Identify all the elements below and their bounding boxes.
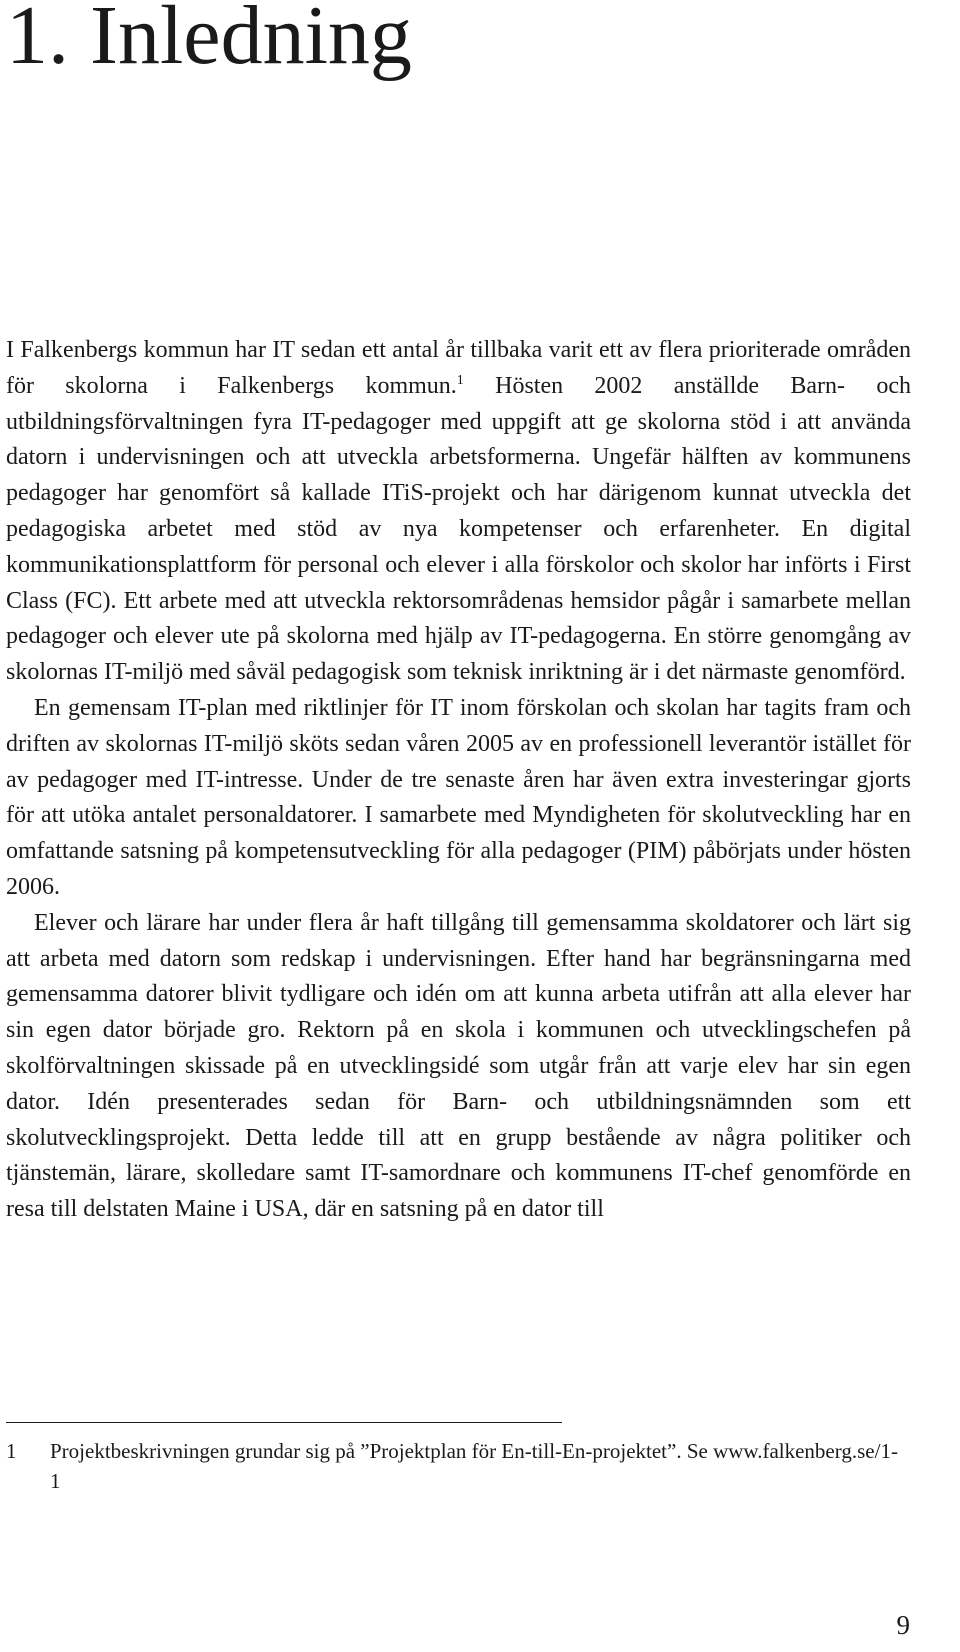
paragraph-2: En gemensam IT-plan med riktlinjer för IT inom förskolan och skolan har tagits fram och driften av skolornas IT-miljö sköts sedan våren 2005 av en professionell leverantör istället för av pedagoger med IT-intresse. Under de tre senaste åren har även extra investeringar gjorts för att utöka antalet personaldatorer. I samarbete med Myndigheten för skolutveckling har en omfattande satsning på kompetensutveckling för alla pedagoger (PIM) påbörjats under hösten 2006. (6, 694, 911, 900)
paragraph-1-continuation: Hösten 2002 anställde Barn- och utbildningsförvaltningen fyra IT-pedagoger med uppgift att ge skolorna stöd i att använda datorn i undervisningen och att utveckla arbetsformerna. Ungefär hälften av kommunens pedagoger har genomfört så kallade ITiS-projekt och har därigenom kunnat utveckla det pedagogiska arbetet med stöd av nya kompetenser och erfarenheter. En digital kommunikationsplattform för personal och elever i alla förskolor och skolor har införts i First Class (FC). Ett arbete med att utveckla rektorsområdenas hemsidor pågår i samarbete mellan pedagoger och elever ute på skolorna med hjälp av IT-pedagogerna. En större genomgång av skolornas IT-miljö med såväl pedagogisk som teknisk inriktning är i det närmaste genomförd. (6, 372, 911, 686)
footnote-text: Projektbeskrivningen grundar sig på ”Projektplan för En-till-En-projektet”. Se www.falkenberg.se/1-1 (50, 1439, 898, 1493)
footnote-reference[interactable]: 1 (456, 372, 464, 388)
chapter-title: 1. Inledning (6, 0, 412, 82)
body-text (6, 333, 911, 1228)
paragraph-3: Elever och lärare har under flera år haft tillgång till gemensamma skoldatorer och lärt sig att arbeta med datorn som redskap i undervisningen. Efter hand har begränsningarna med gemensamma datorer blivit tydligare och idén om att kunna arbeta utifrån att alla elever har sin egen dator började gro. Rektorn på en skola i kommunen och utvecklingschefen på skolförvaltningen skissade på en utvecklingsidé som utgår från att varje elev har sin egen dator. Idén presenterades sedan för Barn- och utbildningsnämnden som ett skolutvecklingsprojekt. Detta ledde till att en grupp bestående av några politiker och tjänstemän, lärare, skolledare samt IT-samordnare och kommunens IT-chef genomförde en resa till delstaten Maine i USA, där en satsning på en dator till (6, 909, 911, 1223)
footnote (6, 1436, 911, 1496)
footnote-divider (6, 1422, 562, 1423)
footnote-number: 1 (6, 1439, 17, 1463)
page-number: 9 (896, 1610, 910, 1640)
paragraph-1-text: I Falkenbergs kommun har IT sedan ett antal år tillbaka varit ett av flera prioriterade områden för skolorna i Falkenbergs kommun. (6, 337, 911, 399)
paragraph-1 (6, 333, 911, 691)
